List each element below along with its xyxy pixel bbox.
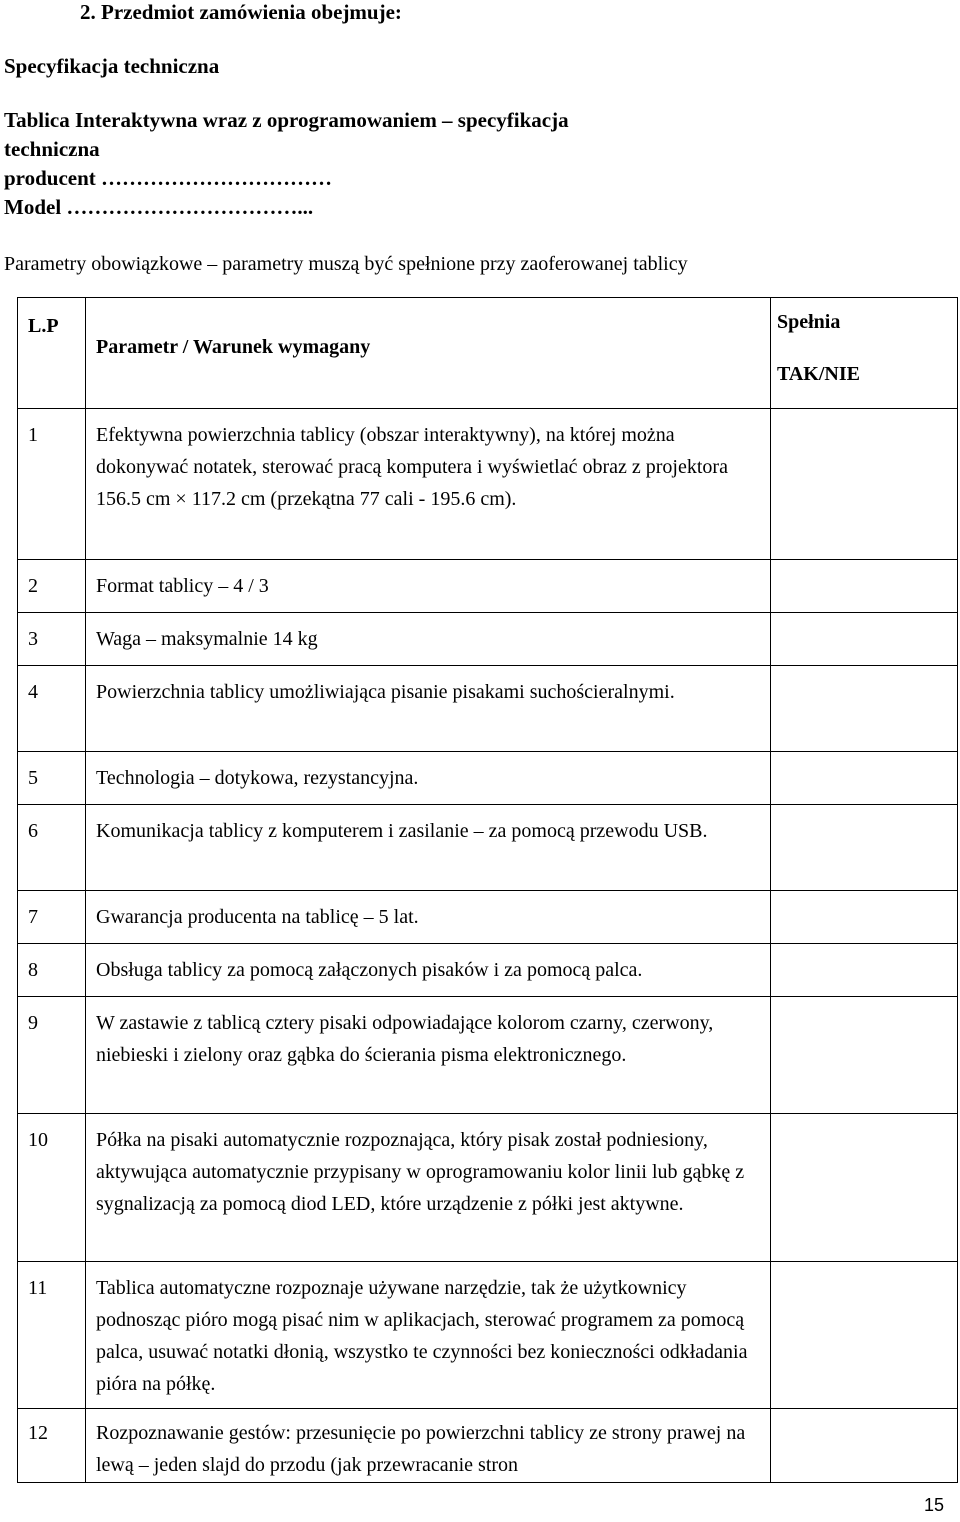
row-number: 11	[18, 1262, 86, 1409]
table-row	[18, 805, 958, 891]
row-text: Rozpoznawanie gestów: przesunięcie po powierzchni tablicy ze strony prawej na lewą – jeden slajd do przodu (jak przewracanie stron	[86, 1409, 771, 1483]
row-number: 2	[18, 560, 86, 613]
table-row	[18, 613, 958, 666]
table-row	[18, 560, 958, 613]
row-number: 10	[18, 1114, 86, 1262]
table-row	[18, 752, 958, 805]
row-text: W zastawie z tablicą cztery pisaki odpowiadające kolorom czarny, czerwony, niebieski i zielony oraz gąbka do ścierania pisma elektronicznego.	[86, 997, 771, 1114]
producer-field: producent ……………………………	[4, 166, 333, 190]
row-text: Efektywna powierzchnia tablicy (obszar interaktywny), na której można dokonywać notatek, sterować pracą komputera i wyświetlać obraz z projektora 156.5 cm × 117.2 cm (przekątna 77 cali - 195.6 cm).	[86, 409, 771, 560]
model-field: Model ……………………………...	[4, 195, 314, 219]
row-text: Format tablicy – 4 / 3	[86, 560, 771, 613]
header-yes-no: TAK/NIE	[777, 363, 860, 385]
row-meets-cell[interactable]	[771, 560, 958, 613]
mandatory-params-note: Parametry obowiązkowe – parametry muszą być spełnione przy zaoferowanej tablicy	[4, 253, 688, 275]
spec-title: Specyfikacja techniczna	[4, 54, 220, 78]
board-title-line-1: Tablica Interaktywna wraz z oprogramowaniem – specyfikacja	[4, 108, 569, 132]
header-lp: L.P	[18, 298, 86, 409]
row-meets-cell[interactable]	[771, 1409, 958, 1483]
row-text: Powierzchnia tablicy umożliwiająca pisanie pisakami suchościeralnymi.	[86, 666, 771, 752]
row-text: Półka na pisaki automatycznie rozpoznająca, który pisak został podniesiony, aktywująca automatycznie przypisany w oprogramowaniu kolor linii lub gąbkę z sygnalizacją za pomocą diod LED, które urządzenie z półki jest aktywne.	[86, 1114, 771, 1262]
row-number: 5	[18, 752, 86, 805]
board-title-line-2: techniczna	[4, 137, 100, 161]
row-number: 12	[18, 1409, 86, 1483]
table-row	[18, 891, 958, 944]
row-number: 8	[18, 944, 86, 997]
header-meets	[771, 298, 958, 409]
table-row	[18, 1262, 958, 1409]
page-number: 15	[923, 1495, 944, 1515]
row-text: Technologia – dotykowa, rezystancyjna.	[86, 752, 771, 805]
table-row	[18, 1409, 958, 1483]
header-meets-label: Spełnia	[777, 311, 841, 333]
table-row	[18, 1114, 958, 1262]
row-text: Waga – maksymalnie 14 kg	[86, 613, 771, 666]
section-heading: 2. Przedmiot zamówienia obejmuje:	[80, 0, 402, 24]
row-meets-cell[interactable]	[771, 1262, 958, 1409]
row-number: 9	[18, 997, 86, 1114]
row-meets-cell[interactable]	[771, 805, 958, 891]
row-meets-cell[interactable]	[771, 613, 958, 666]
row-meets-cell[interactable]	[771, 409, 958, 560]
row-number: 4	[18, 666, 86, 752]
row-meets-cell[interactable]	[771, 1114, 958, 1262]
row-number: 3	[18, 613, 86, 666]
spec-table	[17, 297, 958, 1483]
row-meets-cell[interactable]	[771, 944, 958, 997]
row-meets-cell[interactable]	[771, 997, 958, 1114]
table-row	[18, 997, 958, 1114]
table-row	[18, 409, 958, 560]
row-number: 7	[18, 891, 86, 944]
row-number: 6	[18, 805, 86, 891]
row-text: Komunikacja tablicy z komputerem i zasilanie – za pomocą przewodu USB.	[86, 805, 771, 891]
row-text: Gwarancja producenta na tablicę – 5 lat.	[86, 891, 771, 944]
row-meets-cell[interactable]	[771, 752, 958, 805]
table-row	[18, 666, 958, 752]
row-meets-cell[interactable]	[771, 666, 958, 752]
row-text: Obsługa tablicy za pomocą załączonych pisaków i za pomocą palca.	[86, 944, 771, 997]
row-meets-cell[interactable]	[771, 891, 958, 944]
table-row	[18, 944, 958, 997]
row-text: Tablica automatyczne rozpoznaje używane narzędzie, tak że użytkownicy podnosząc pióro mogą pisać nim w aplikacjach, sterować programem za pomocą palca, usuwać notatki dłonią, wszystko te czynności bez konieczności odkładania pióra na półkę.	[86, 1262, 771, 1409]
row-number: 1	[18, 409, 86, 560]
header-parameter: Parametr / Warunek wymagany	[86, 298, 771, 409]
table-header-row	[18, 298, 958, 409]
